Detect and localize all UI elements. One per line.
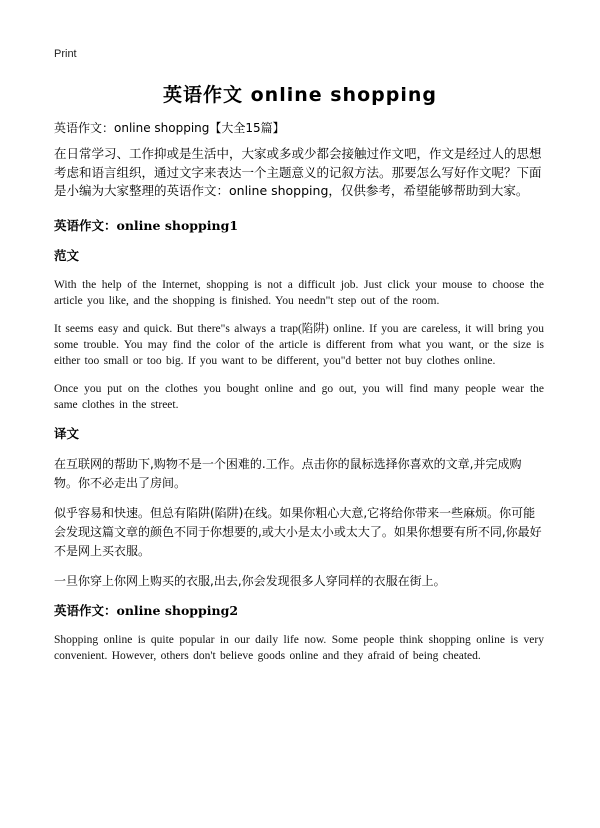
essay-1-original-paragraph-2: It seems easy and quick. But there"s always a trap(陷阱) online. If you are careless, it will bring you some trouble. You may find the color of the article is different from what you want, or the size is either too small or too big. If you want to be different, you"d better not buy clothes online.: [54, 322, 544, 367]
essay-1-heading: 英语作文：online shopping1: [54, 217, 239, 233]
essay-1-translation-paragraph-2: 似乎容易和快速。但总有陷阱(陷阱)在线。如果你粗心大意,它将给你带来一些麻烦。你可能会发现这篇文章的颜色不同于你想要的,或大小是太小或太大了。如果你想要有所不同,你最好不是网上买衣服。: [54, 505, 542, 558]
document-subtitle: 英语作文：online shopping【大全15篇】: [54, 121, 285, 135]
document-content: [54, 119, 544, 676]
essay-1-translation-paragraph-3: 一旦你穿上你网上购买的衣服,出去,你会发现很多人穿同样的衣服在街上。: [54, 573, 446, 588]
essay-1-original-label: 范文: [54, 247, 80, 263]
page-title: 英语作文 online shopping: [163, 84, 437, 106]
print-link[interactable]: Print: [54, 48, 77, 60]
essay-1-original-paragraph-3: Once you put on the clothes you bought online and go out, you will find many people wear the same clothes in the street.: [54, 382, 544, 411]
essay-1-translation-label: 译文: [54, 425, 80, 441]
essay-1-original-paragraph-1: With the help of the Internet, shopping is not a difficult job. Just click your mouse to choose the article you like, and the shopping is finished. You needn"t step out of the room.: [54, 278, 544, 307]
essay-2-original-paragraph-1: Shopping online is quite popular in our daily life now. Some people think shopping online is very convenient. However, others don't believe goods online and they afraid of being cheated.: [54, 633, 544, 662]
essay-2-heading: 英语作文：online shopping2: [54, 602, 239, 618]
intro-paragraph: 在日常学习、工作抑或是生活中，大家或多或少都会接触过作文吧，作文是经过人的思想考虑和语言组织，通过文字来表达一个主题意义的记叙方法。那要怎么写好作文呢？下面是小编为大家整理的英语作文：online shopping，仅供参考，希望能够帮助到大家。: [54, 146, 542, 198]
essay-1-translation-paragraph-1: 在互联网的帮助下,购物不是一个困难的.工作。点击你的鼠标选择你喜欢的文章,并完成购物。你不必走出了房间。: [54, 456, 522, 490]
